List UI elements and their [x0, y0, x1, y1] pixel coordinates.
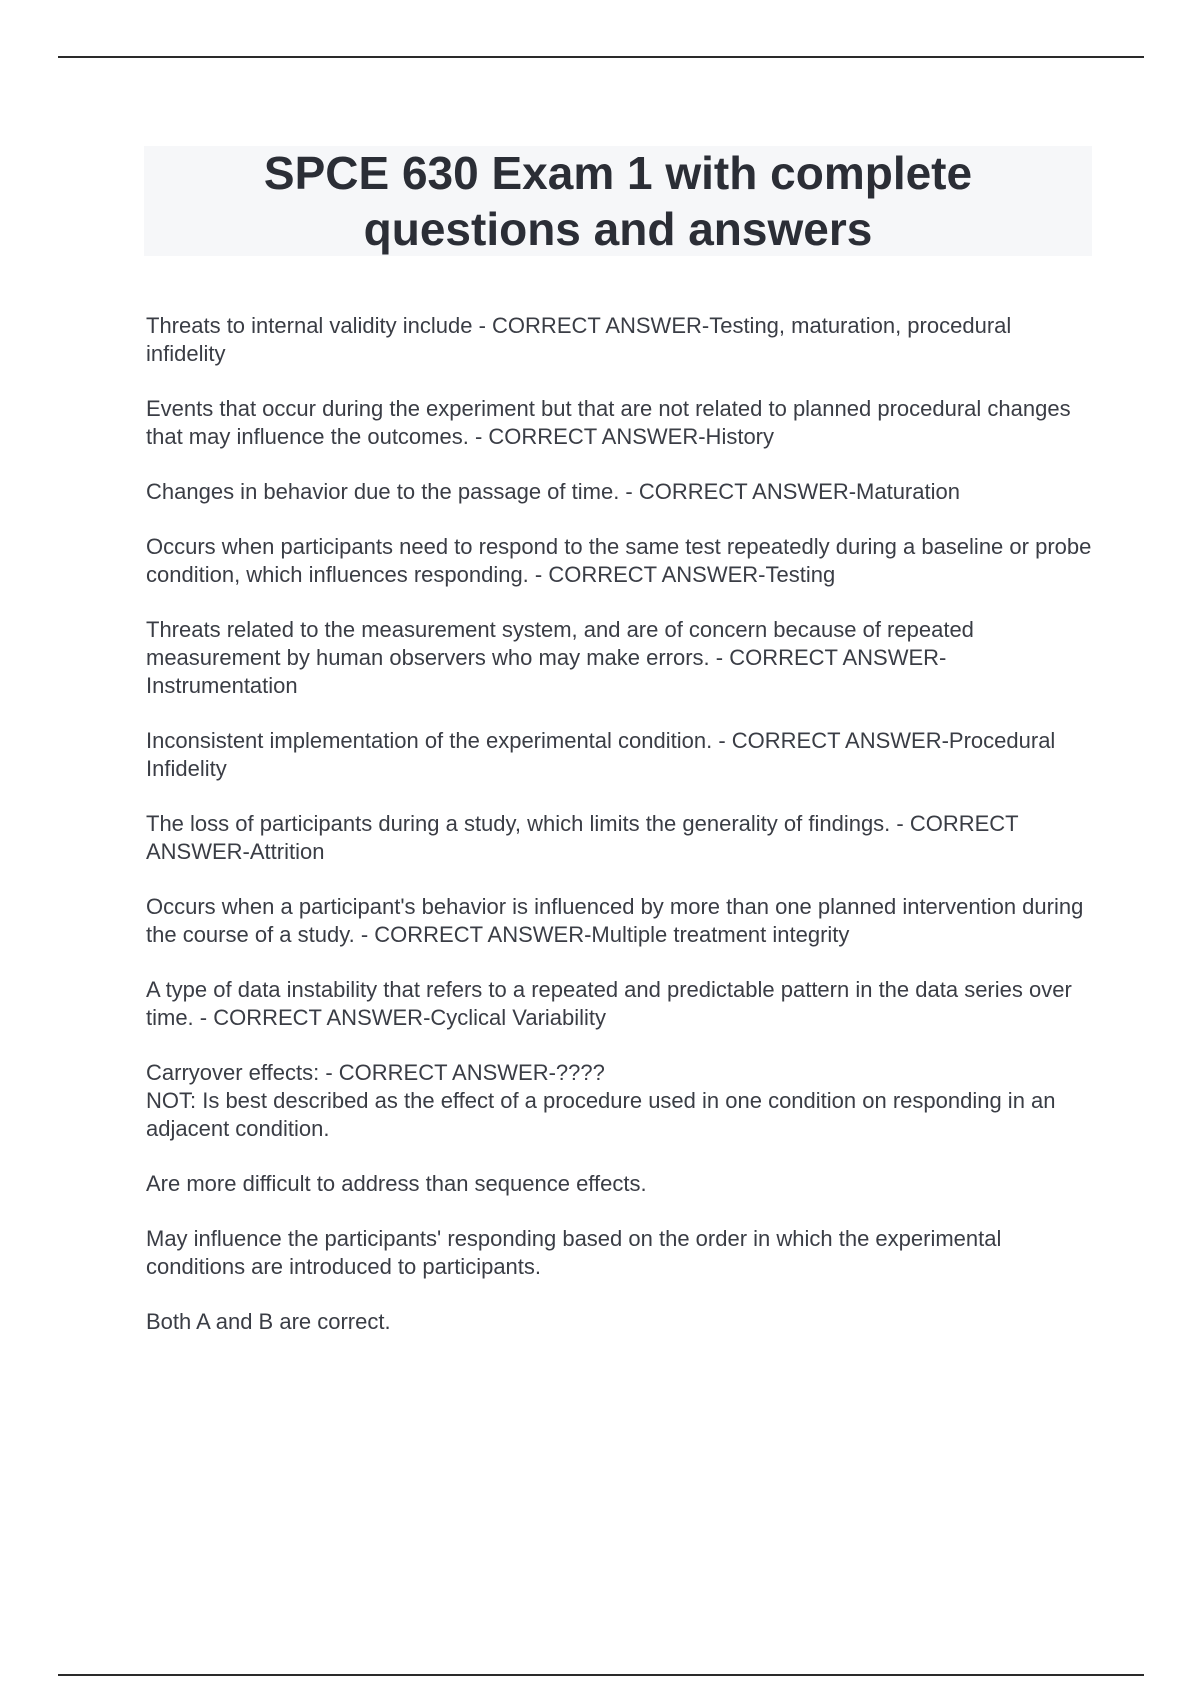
- top-rule: [58, 56, 1144, 58]
- qa-item: [146, 1059, 1096, 1143]
- document-title: SPCE 630 Exam 1 with complete questions and answers: [263, 147, 973, 255]
- qa-text: NOT: Is best described as the effect of a procedure used in one condition on responding in an adjacent condition.: [146, 1088, 1056, 1141]
- qa-text: A type of data instability that refers to a repeated and predictable pattern in the data series over time. - CORRECT ANSWER-Cyclical Variability: [146, 977, 1072, 1030]
- qa-item: [146, 727, 1096, 783]
- qa-text: Threats related to the measurement system, and are of concern because of repeated measurement by human observers who may make errors. - CORRECT ANSWER-Instrumentation: [146, 617, 974, 698]
- qa-item: [146, 1170, 1096, 1198]
- qa-text: Carryover effects: - CORRECT ANSWER-????: [146, 1060, 605, 1085]
- title-banner: [144, 146, 1092, 256]
- qa-text: Occurs when participants need to respond to the same test repeatedly during a baseline or probe condition, which influences responding. - CORRECT ANSWER-Testing: [146, 534, 1092, 587]
- qa-text: The loss of participants during a study, which limits the generality of findings. - CORRECT ANSWER-Attrition: [146, 811, 1019, 864]
- qa-text: May influence the participants' responding based on the order in which the experimental conditions are introduced to participants.: [146, 1226, 1002, 1279]
- qa-item: [146, 616, 1096, 700]
- qa-text: Both A and B are correct.: [146, 1309, 391, 1334]
- qa-item: [146, 893, 1096, 949]
- qa-text: Are more difficult to address than sequence effects.: [146, 1171, 647, 1196]
- qa-item: [146, 1308, 1096, 1336]
- qa-item: [146, 810, 1096, 866]
- qa-text: Changes in behavior due to the passage of time. - CORRECT ANSWER-Maturation: [146, 479, 960, 504]
- qa-item: [146, 312, 1096, 368]
- qa-text: Occurs when a participant's behavior is influenced by more than one planned intervention during the course of a study. - CORRECT ANSWER-Multiple treatment integrity: [146, 894, 1084, 947]
- qa-item: [146, 533, 1096, 589]
- qa-text: Threats to internal validity include - CORRECT ANSWER-Testing, maturation, procedural infidelity: [146, 313, 1012, 366]
- qa-text: Events that occur during the experiment but that are not related to planned procedural changes that may influence the outcomes. - CORRECT ANSWER-History: [146, 396, 1071, 449]
- qa-text: Inconsistent implementation of the experimental condition. - CORRECT ANSWER-Procedural Infidelity: [146, 728, 1056, 781]
- qa-item: [146, 478, 1096, 506]
- qa-item: [146, 395, 1096, 451]
- qa-item: [146, 976, 1096, 1032]
- bottom-rule: [58, 1674, 1144, 1676]
- qa-item: [146, 1225, 1096, 1281]
- qa-list: [146, 312, 1096, 1363]
